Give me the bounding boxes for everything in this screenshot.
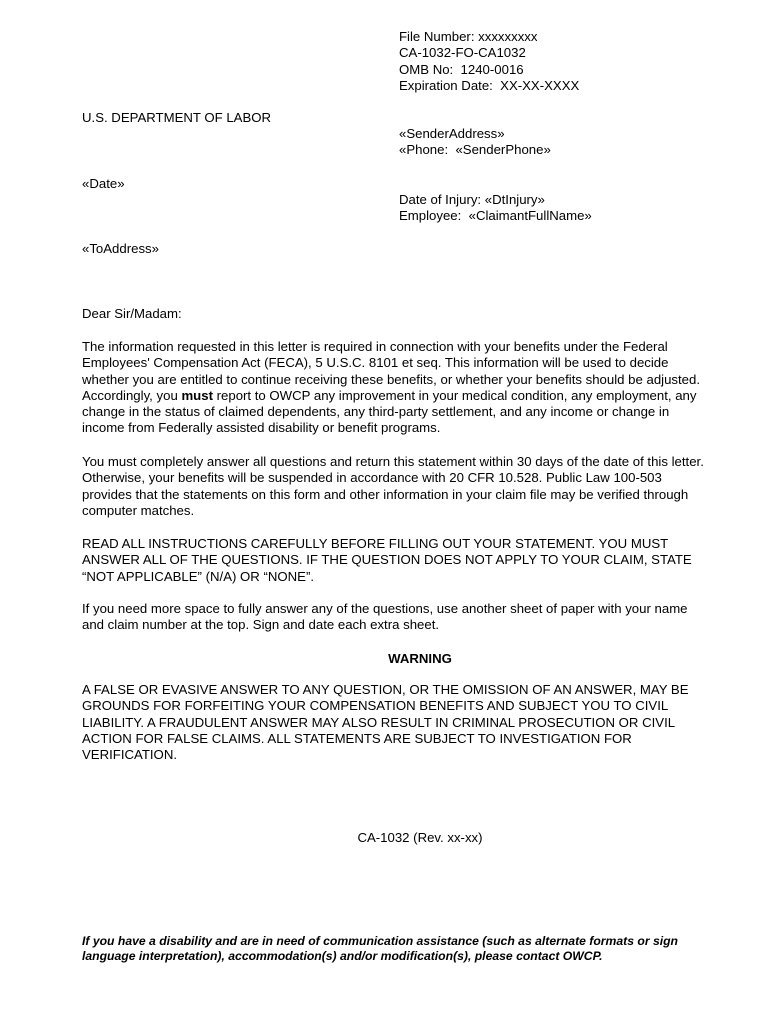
warning-heading: WARNING bbox=[388, 651, 452, 666]
letter-date: «Date» bbox=[82, 176, 125, 191]
paragraph-benefits-info bbox=[82, 339, 707, 437]
date-of-injury: Date of Injury: «DtInjury» bbox=[399, 192, 545, 207]
paragraph-benefits-text-2: report to OWCP any improvement in your medical condition, any employment, any change in the status of claimed dependents, any third-party settlement, and any income or change in income from Federally assisted disability or benefit programs. bbox=[82, 387, 697, 436]
form-revision: CA-1032 (Rev. xx-xx) bbox=[357, 830, 483, 845]
sender-address: «SenderAddress» bbox=[399, 126, 505, 141]
sender-block bbox=[399, 126, 551, 159]
injury-block bbox=[399, 192, 592, 225]
accessibility-footnote: If you have a disability and are in need of communication assistance (such as alternate formats or sign language interpretation), accommodation(s) and/or modification(s), please contact OWCP. bbox=[82, 934, 679, 963]
employee-name: Employee: «ClaimantFullName» bbox=[399, 208, 592, 224]
paragraph-deadline: You must completely answer all questions and return this statement within 30 days of the date of this letter. Otherwise, your benefits will be suspended in accordance with 20 CFR 10.528. Public Law 100-503 provides that the statements on this form and other information in your claim file may be verified through computer matches. bbox=[82, 454, 704, 518]
form-code: CA-1032-FO-CA1032 bbox=[399, 45, 526, 61]
paragraph-instructions: READ ALL INSTRUCTIONS CAREFULLY BEFORE FILLING OUT YOUR STATEMENT. YOU MUST ANSWER ALL OF THE QUESTIONS. IF THE QUESTION DOES NOT APPLY TO YOUR CLAIM, STATE “NOT APPLICABLE” (N/A) OR “NONE”. bbox=[82, 536, 692, 584]
form-header-block bbox=[399, 29, 579, 94]
salutation: Dear Sir/Madam: bbox=[82, 306, 182, 321]
paragraph-extra-space: If you need more space to fully answer any of the questions, use another sheet of paper with your name and claim number at the top. Sign and date each extra sheet. bbox=[82, 601, 688, 633]
warning-text: A FALSE OR EVASIVE ANSWER TO ANY QUESTION, OR THE OMISSION OF AN ANSWER, MAY BE GROUNDS FOR FORFEITING YOUR COMPENSATION BENEFITS AND SUBJECT YOU TO CIVIL LIABILITY. A FRAUDULENT ANSWER MAY ALSO RESULT IN CRIMINAL PROSECUTION OR CIVIL ACTION FOR FALSE CLAIMS. ALL STATEMENTS ARE SUBJECT TO INVESTIGATION FOR VERIFICATION. bbox=[82, 682, 689, 763]
omb-number: OMB No: 1240-0016 bbox=[399, 61, 524, 77]
paragraph-benefits-emphasis: must bbox=[181, 387, 213, 403]
paragraph-benefits-text-1: The information requested in this letter is required in connection with your benefits under the Federal Employees' Compensation Act (FECA), 5 U.S.C. 8101 et seq. This information will be used to decide whether you are entitled to continue receiving these benefits, or whether your benefits should be adjusted. Accordingly, you bbox=[82, 339, 701, 403]
file-number: File Number: xxxxxxxxx bbox=[399, 29, 538, 44]
sender-phone: «Phone: «SenderPhone» bbox=[399, 142, 551, 158]
recipient-address: «ToAddress» bbox=[82, 241, 159, 256]
agency-name: U.S. DEPARTMENT OF LABOR bbox=[82, 110, 272, 125]
expiration-date: Expiration Date: XX-XX-XXXX bbox=[399, 77, 580, 93]
